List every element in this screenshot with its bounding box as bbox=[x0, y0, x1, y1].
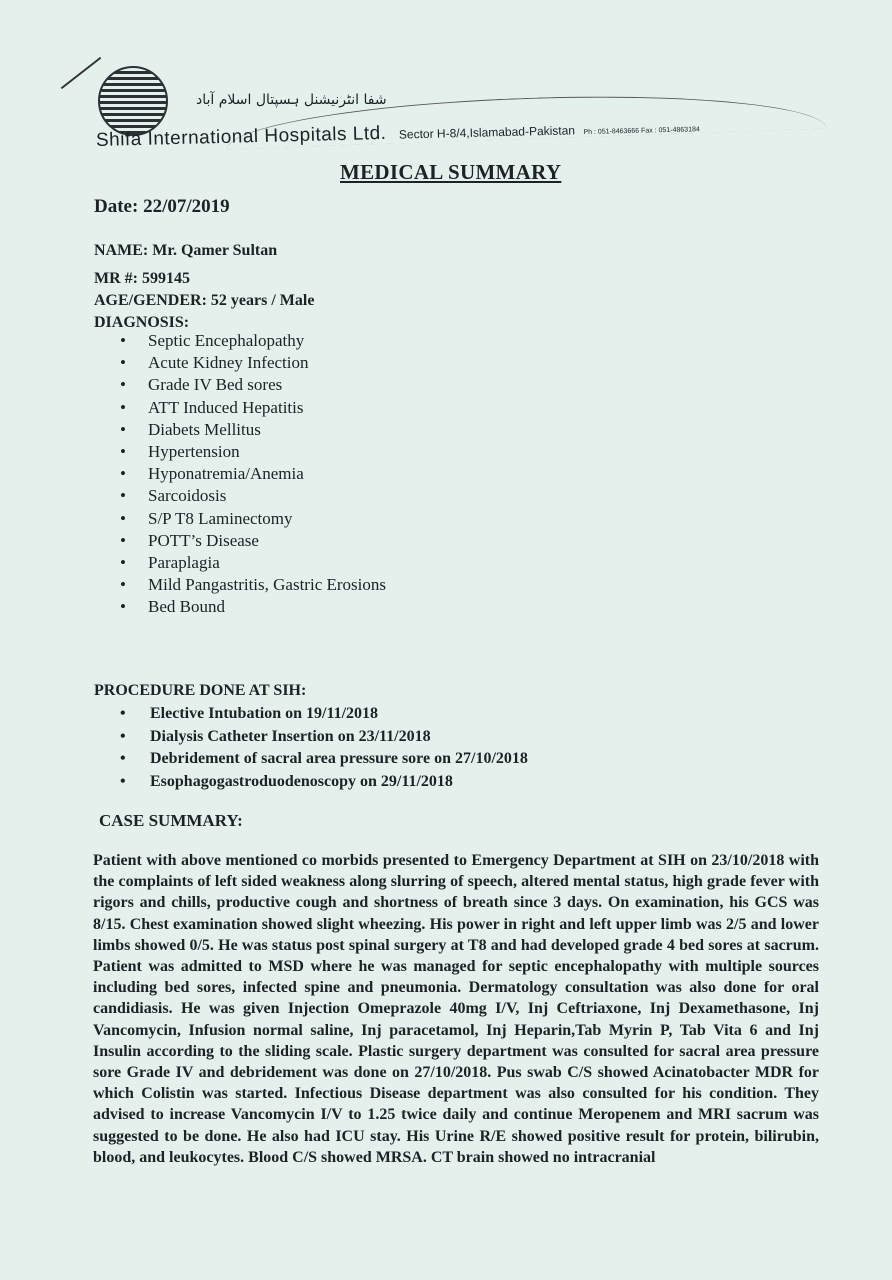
diagnosis-list bbox=[120, 330, 386, 618]
mr-row bbox=[94, 268, 314, 290]
date-value: 22/07/2019 bbox=[143, 196, 230, 217]
hospital-name-urdu: شفا انٹرنیشنل ہسپتال اسلام آباد bbox=[196, 92, 387, 108]
hospital-name: Shifa International Hospitals Ltd. bbox=[95, 122, 387, 151]
age-gender-row bbox=[94, 290, 314, 312]
hospital-phone: Ph : 051-8463666 Fax : 051-4863184 bbox=[583, 126, 700, 137]
list-item: • Esophagogastroduodenoscopy on 29/11/2018 bbox=[120, 771, 528, 794]
pen-mark bbox=[61, 57, 102, 89]
list-item: • Grade IV Bed sores bbox=[120, 374, 386, 396]
list-item: • Hypertension bbox=[120, 441, 386, 463]
case-summary-text: Patient with above mentioned co morbids presented to Emergency Department at SIH on 23/10/2018 with the complaints of left sided weakness along slurring of speech, altered mental status, high grade fever with rigors and chills, productive cough and shortness of breath since 3 days. On examination, his GCS was 8/15. Chest examination showed slight wheezing. His power in right and left upper limb was 2/5 and lower limbs showed 0/5. He was status post spinal surgery at T8 and had developed grade 4 bed sores at sacrum. Patient was admitted to MSD where he was managed for septic encephalopathy with multiple sources including bed sores, infected spine and pneumonia. Dermatology consultation was also done for oral candidiasis. He was given Injection Omeprazole 40mg I/V, Inj Ceftriaxone, Inj Dexamethasone, Inj Vancomycin, Infusion normal saline, Inj paracetamol, Inj Heparin,Tab Myrin P, Tab Vita 6 and Inj Insulin according to the sliding scale. Plastic surgery department was consulted for sacral area pressure sore Grade IV and debridement was done on 27/10/2018. Pus swab C/S showed Acinatobacter MDR for which Colistin was started. Infectious Disease department was also consulted for his condition. They advised to increase Vancomycin I/V to 1.25 twice daily and continue Meropenem and MRI sacrum was suggested to be done. He also had ICU stay. His Urine R/E showed positive result for protein, bilirubin, blood, and leukocytes. Blood C/S showed MRSA. CT brain showed no intracranial bbox=[93, 852, 819, 1166]
patient-info bbox=[94, 240, 314, 334]
list-item: • Septic Encephalopathy bbox=[120, 330, 386, 352]
patient-name: Mr. Qamer Sultan bbox=[152, 242, 278, 259]
age-gender-value: 52 years / Male bbox=[210, 292, 315, 309]
mr-label: MR #: bbox=[94, 270, 138, 287]
list-item: • Bed Bound bbox=[120, 596, 386, 618]
document-title: MEDICAL SUMMARY bbox=[340, 160, 562, 184]
name-label: NAME: bbox=[94, 242, 149, 259]
list-item: • Dialysis Catheter Insertion on 23/11/2018 bbox=[120, 726, 528, 749]
list-item: • Mild Pangastritis, Gastric Erosions bbox=[120, 574, 386, 596]
list-item: • Sarcoidosis bbox=[120, 485, 386, 507]
age-gender-label: AGE/GENDER: bbox=[94, 292, 207, 309]
patient-name-row bbox=[94, 240, 314, 262]
letterhead bbox=[96, 62, 826, 162]
date-label: Date: bbox=[94, 196, 139, 217]
list-item: • Hyponatremia/Anemia bbox=[120, 463, 386, 485]
procedures-heading: PROCEDURE DONE AT SIH: bbox=[94, 682, 307, 699]
list-item: • Diabets Mellitus bbox=[120, 419, 386, 441]
list-item: • Acute Kidney Infection bbox=[120, 352, 386, 374]
list-item: • Debridement of sacral area pressure sore on 27/10/2018 bbox=[120, 748, 528, 771]
case-summary-heading: CASE SUMMARY: bbox=[99, 811, 243, 830]
mr-number: 599145 bbox=[141, 270, 190, 287]
list-item: • S/P T8 Laminectomy bbox=[120, 508, 386, 530]
hospital-address: Sector H-8/4,Islamabad-Pakistan bbox=[398, 123, 576, 142]
list-item: • ATT Induced Hepatitis bbox=[120, 397, 386, 419]
list-item: • Paraplagia bbox=[120, 552, 386, 574]
procedures-list bbox=[120, 703, 528, 793]
summary-date bbox=[94, 196, 230, 218]
hospital-logo bbox=[98, 66, 168, 136]
diagnosis-label: DIAGNOSIS: bbox=[94, 314, 190, 331]
list-item: • Elective Intubation on 19/11/2018 bbox=[120, 703, 528, 726]
list-item: • POTT’s Disease bbox=[120, 530, 386, 552]
